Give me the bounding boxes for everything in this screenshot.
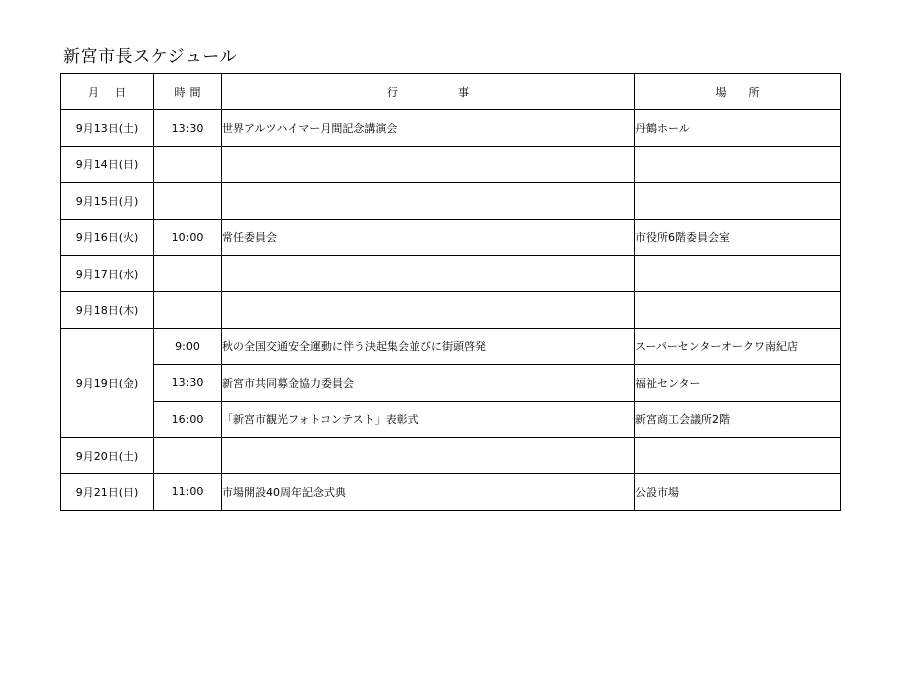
table-row <box>61 146 841 182</box>
date-cell: 9月14日(日) <box>61 146 154 182</box>
date-cell: 9月20日(土) <box>61 437 154 473</box>
event-cell <box>222 146 635 182</box>
date-cell: 9月15日(月) <box>61 183 154 219</box>
date-cell: 9月18日(木) <box>61 292 154 328</box>
time-cell: 10:00 <box>154 219 222 255</box>
table-row <box>61 110 841 146</box>
date-cell: 9月21日(日) <box>61 474 154 510</box>
event-cell: 常任委員会 <box>222 219 635 255</box>
date-cell: 9月13日(土) <box>61 110 154 146</box>
place-cell: 福祉センター <box>635 365 841 401</box>
place-cell: 新宮商工会議所2階 <box>635 401 841 437</box>
event-cell: 市場開設40周年記念式典 <box>222 474 635 510</box>
place-cell: 公設市場 <box>635 474 841 510</box>
place-cell <box>635 437 841 473</box>
event-cell <box>222 292 635 328</box>
event-cell <box>222 255 635 291</box>
table-row <box>61 183 841 219</box>
event-cell: 「新宮市観光フォトコンテスト」表彰式 <box>222 401 635 437</box>
date-cell: 9月17日(水) <box>61 255 154 291</box>
time-cell: 13:30 <box>154 365 222 401</box>
event-cell: 新宮市共同募金協力委員会 <box>222 365 635 401</box>
table-row <box>61 292 841 328</box>
header-row <box>61 74 841 110</box>
place-cell: スーパーセンターオークワ南紀店 <box>635 328 841 364</box>
table-row <box>61 365 841 401</box>
time-cell: 16:00 <box>154 401 222 437</box>
table-row <box>61 255 841 291</box>
place-cell <box>635 255 841 291</box>
time-cell <box>154 255 222 291</box>
header-time: 時間 <box>154 74 222 110</box>
header-event: 行事 <box>222 74 635 110</box>
date-cell: 9月19日(金) <box>61 328 154 437</box>
header-date: 月日 <box>61 74 154 110</box>
time-cell: 13:30 <box>154 110 222 146</box>
table-row <box>61 219 841 255</box>
table-row <box>61 401 841 437</box>
page-title: 新宮市長スケジュール <box>63 47 237 67</box>
time-cell <box>154 292 222 328</box>
place-cell: 丹鶴ホール <box>635 110 841 146</box>
place-cell <box>635 146 841 182</box>
event-cell <box>222 183 635 219</box>
table-row <box>61 328 841 364</box>
table-row <box>61 437 841 473</box>
event-cell: 世界アルツハイマー月間記念講演会 <box>222 110 635 146</box>
place-cell <box>635 183 841 219</box>
time-cell: 11:00 <box>154 474 222 510</box>
header-place: 場所 <box>635 74 841 110</box>
table-row <box>61 474 841 510</box>
event-cell: 秋の全国交通安全運動に伴う決起集会並びに街頭啓発 <box>222 328 635 364</box>
date-cell: 9月16日(火) <box>61 219 154 255</box>
place-cell <box>635 292 841 328</box>
time-cell <box>154 183 222 219</box>
place-cell: 市役所6階委員会室 <box>635 219 841 255</box>
time-cell: 9:00 <box>154 328 222 364</box>
time-cell <box>154 146 222 182</box>
time-cell <box>154 437 222 473</box>
event-cell <box>222 437 635 473</box>
schedule-table <box>60 73 841 511</box>
